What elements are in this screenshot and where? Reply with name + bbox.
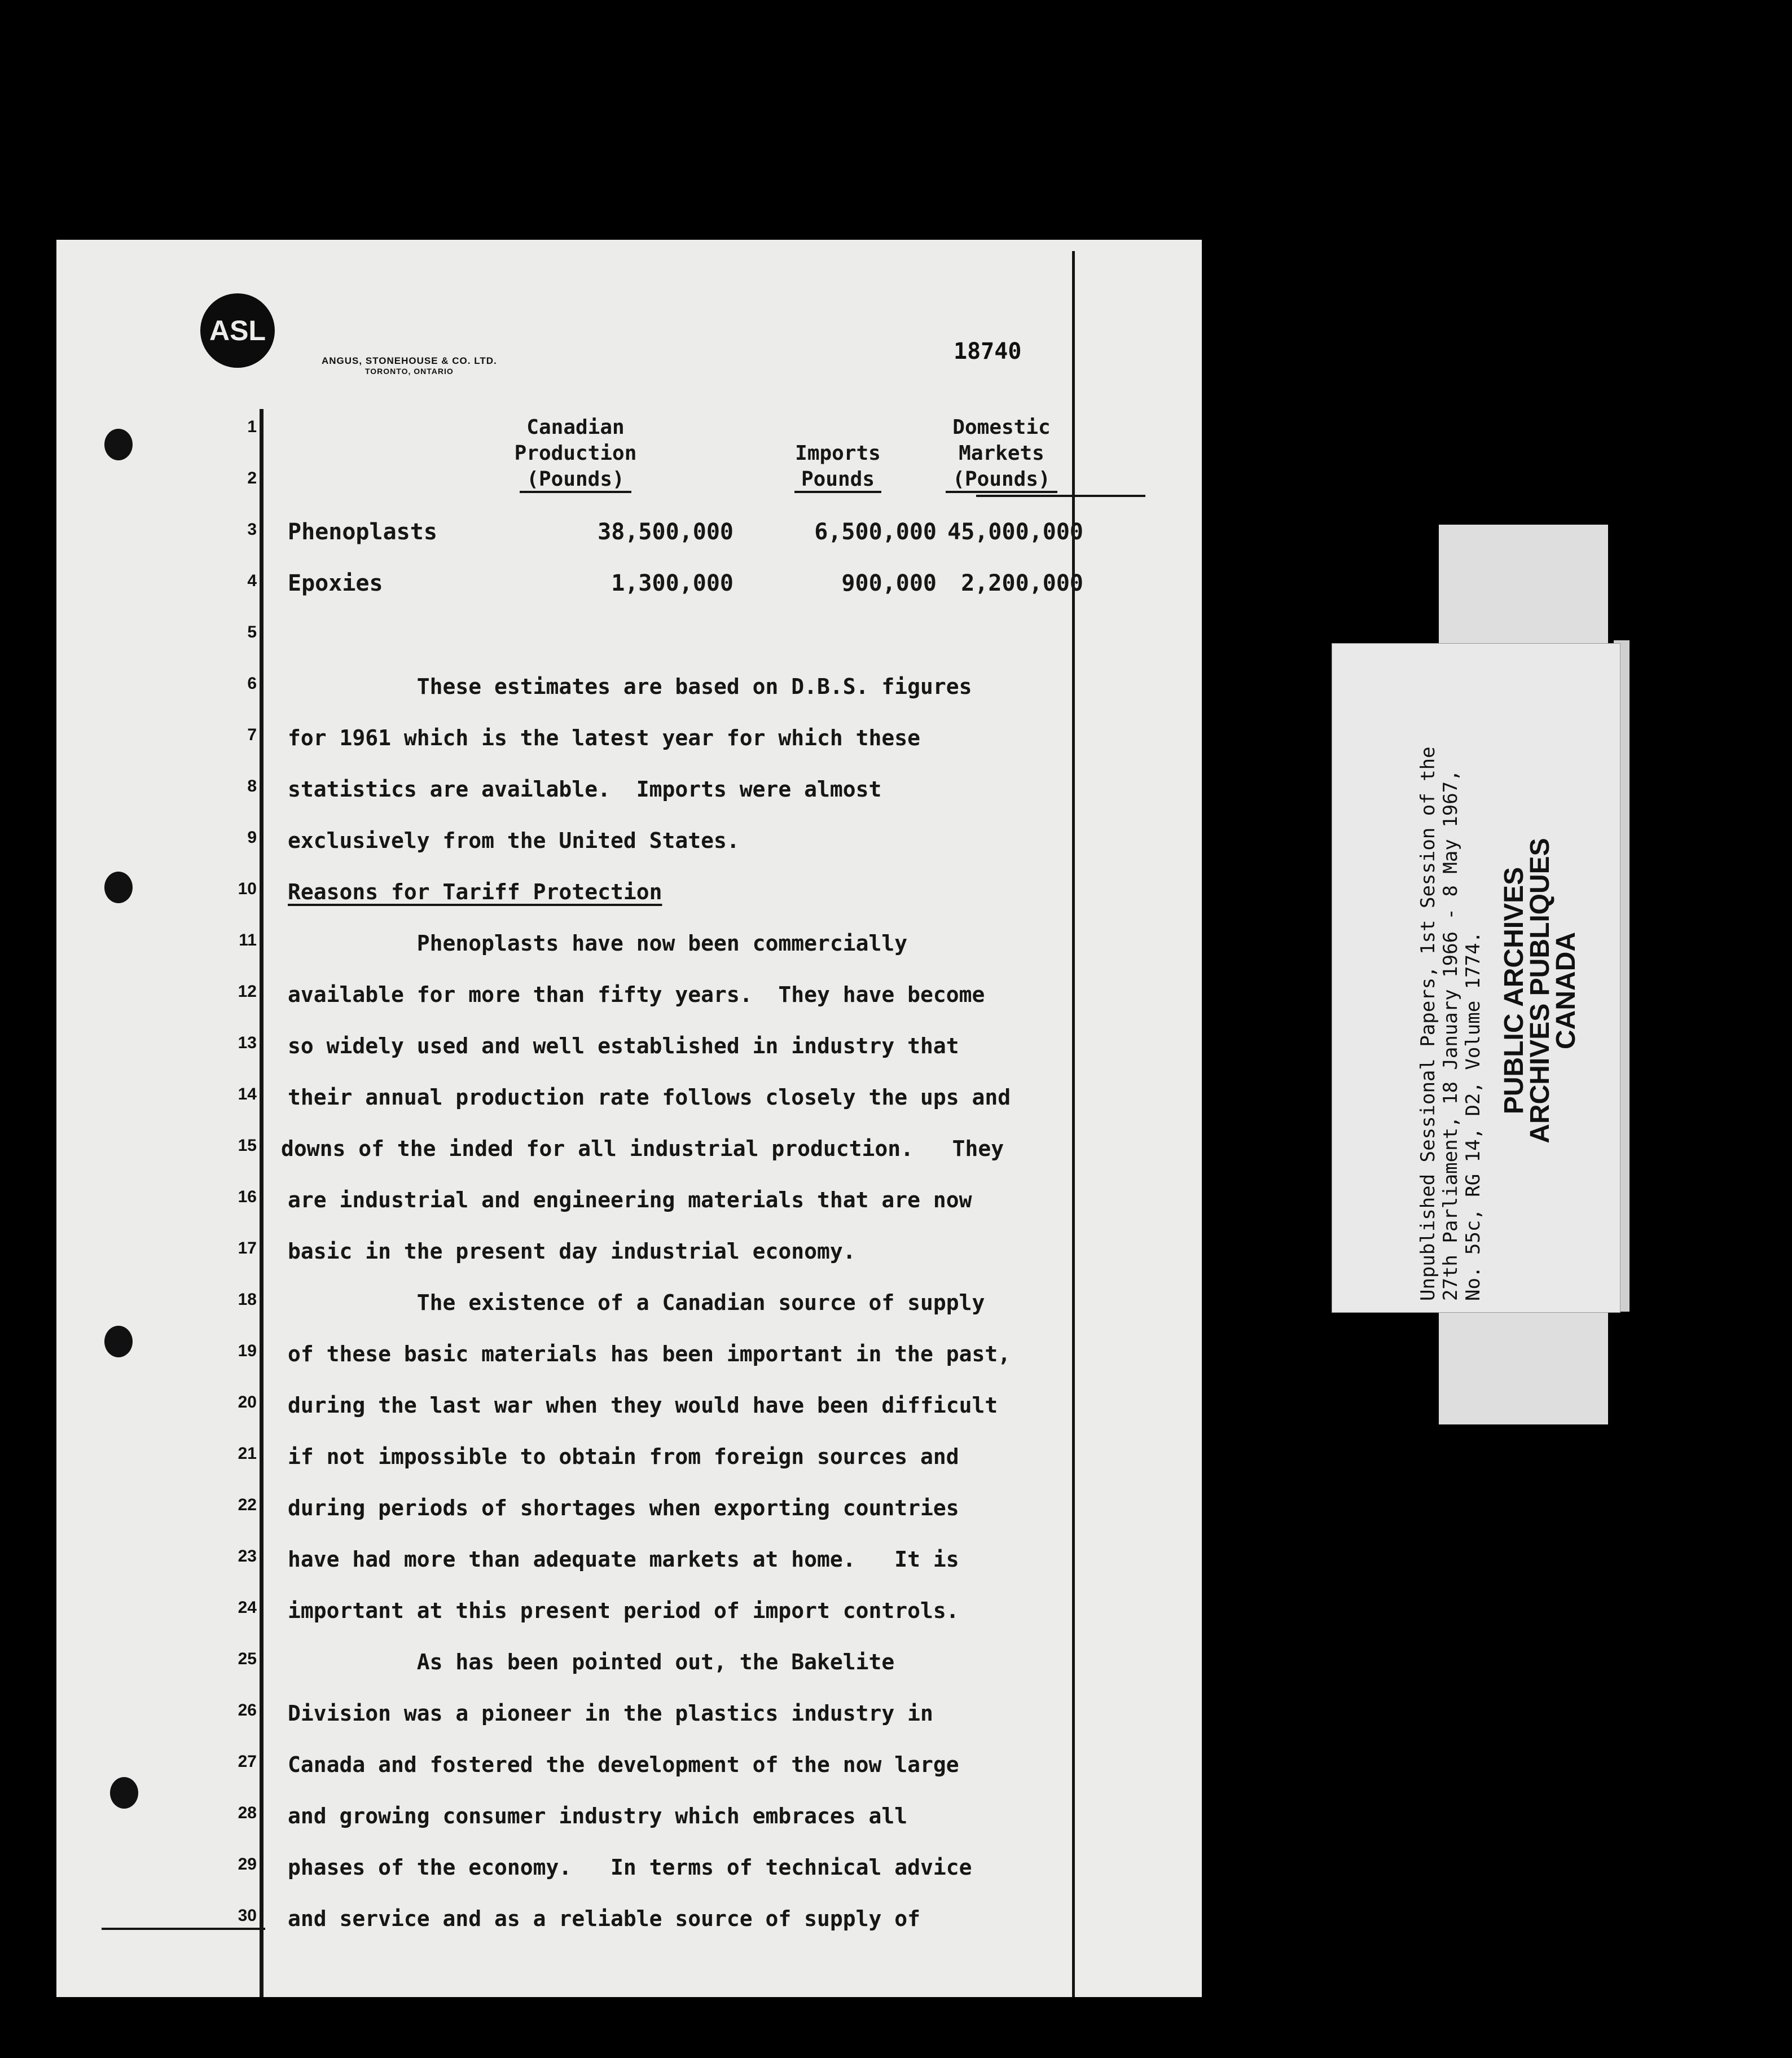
row-label: Epoxies (288, 570, 383, 596)
imports-value: 900,000 (841, 570, 937, 596)
line-number: 9 (247, 828, 257, 847)
line-number: 21 (238, 1444, 257, 1463)
domestic-value: 2,200,000 (961, 570, 1083, 596)
section-heading: Reasons for Tariff Protection (288, 880, 662, 904)
text-line: have had more than adequate markets at home. It is (288, 1547, 959, 1572)
text-line: Canada and fostered the development of the now large (288, 1752, 959, 1777)
firm-name: ANGUS, STONEHOUSE & CO. LTD. (322, 355, 497, 366)
text-line: available for more than fifty years. They have become (288, 982, 985, 1007)
text-line: for 1961 which is the latest year for which these (288, 725, 921, 750)
text-line: of these basic materials has been important in the past, (288, 1342, 1011, 1366)
line-number: 13 (238, 1034, 257, 1052)
line-number: 26 (238, 1701, 257, 1720)
line-number: 17 (238, 1239, 257, 1257)
domestic-value: 45,000,000 (947, 519, 1083, 545)
col-header-domestic: Domestic Markets (Pounds) (914, 415, 1089, 492)
row-label: Phenoplasts (288, 519, 437, 545)
line-number: 15 (238, 1136, 257, 1155)
line-number: 23 (238, 1547, 257, 1566)
text-line: statistics are available. Imports were almost (288, 777, 882, 802)
production-value: 1,300,000 (611, 570, 734, 596)
text-line: As has been pointed out, the Bakelite (288, 1650, 895, 1674)
line-number: 4 (247, 571, 257, 590)
document-page (56, 240, 1202, 1997)
production-value: 38,500,000 (598, 519, 734, 545)
line-number: 27 (238, 1752, 257, 1771)
text-line: Phenoplasts have now been commercially (288, 931, 908, 956)
text-line: their annual production rate follows closely the ups and (288, 1085, 1011, 1110)
text-line: and growing consumer industry which embraces all (288, 1804, 908, 1828)
text-line: so widely used and well established in industry that (288, 1034, 959, 1058)
line-number: 19 (238, 1342, 257, 1360)
text-line: phases of the economy. In terms of technical advice (288, 1855, 972, 1880)
line-number: 6 (247, 674, 257, 693)
text-line: important at this present period of import controls. (288, 1598, 959, 1623)
text-line: if not impossible to obtain from foreign sources and (288, 1444, 959, 1469)
firm-seal-logo: ASL (200, 293, 275, 368)
public-archives-stamp: PUBLIC ARCHIVES ARCHIVES PUBLIQUES CANADA (1499, 838, 1581, 1144)
archive-citation-label (1332, 643, 1620, 1313)
archive-citation: Unpublished Sessional Papers, 1st Session of the 27th Parliament, 18 January 1966 - 8 May 1967, No. 55c, RG 14, D2, Volume 1774. (1417, 746, 1484, 1301)
line-number: 14 (238, 1085, 257, 1103)
line-number: 7 (247, 725, 257, 744)
line-number: 28 (238, 1804, 257, 1822)
bottom-margin-rule (102, 1928, 265, 1930)
text-line: The existence of a Canadian source of supply (288, 1290, 985, 1315)
text-line: and service and as a reliable source of supply of (288, 1906, 921, 1931)
right-margin-rule (1072, 251, 1075, 1997)
text-line: during the last war when they would have been difficult (288, 1393, 998, 1418)
line-number: 12 (238, 982, 257, 1001)
line-number: 10 (238, 880, 257, 898)
line-number: 25 (238, 1650, 257, 1668)
text-line: exclusively from the United States. (288, 828, 740, 853)
firm-city: TORONTO, ONTARIO (364, 367, 454, 376)
page-number: 18740 (954, 338, 1022, 364)
line-number: 29 (238, 1855, 257, 1874)
col-header-imports: Imports Pounds (770, 441, 906, 492)
line-number: 16 (238, 1188, 257, 1206)
line-number: 20 (238, 1393, 257, 1411)
text-line: basic in the present day industrial economy. (288, 1239, 856, 1264)
line-number: 5 (247, 623, 257, 641)
margin-rule (260, 409, 263, 1997)
line-number: 8 (247, 777, 257, 795)
line-number: 30 (238, 1906, 257, 1925)
line-number: 1 (247, 417, 257, 436)
punch-hole (104, 872, 133, 903)
line-number: 2 (247, 469, 257, 487)
text-line: downs of the inded for all industrial production. They (281, 1136, 1004, 1161)
text-line: Division was a pioneer in the plastics industry in (288, 1701, 933, 1726)
line-number: 3 (247, 520, 257, 539)
punch-hole (104, 1326, 133, 1357)
punch-hole (104, 429, 133, 460)
firm-letterhead (322, 355, 497, 376)
line-number: 11 (239, 931, 257, 949)
line-number: 24 (238, 1598, 257, 1617)
text-line: are industrial and engineering materials that are now (288, 1188, 972, 1212)
col-header-production: Canadian Production (Pounds) (477, 415, 674, 492)
line-number: 22 (238, 1496, 257, 1514)
line-number: 18 (238, 1290, 257, 1309)
punch-hole (110, 1777, 138, 1809)
text-line: during periods of shortages when exporting countries (288, 1496, 959, 1520)
imports-value: 6,500,000 (814, 519, 937, 545)
text-line: These estimates are based on D.B.S. figures (288, 674, 972, 699)
table-header-rule (976, 495, 1145, 497)
